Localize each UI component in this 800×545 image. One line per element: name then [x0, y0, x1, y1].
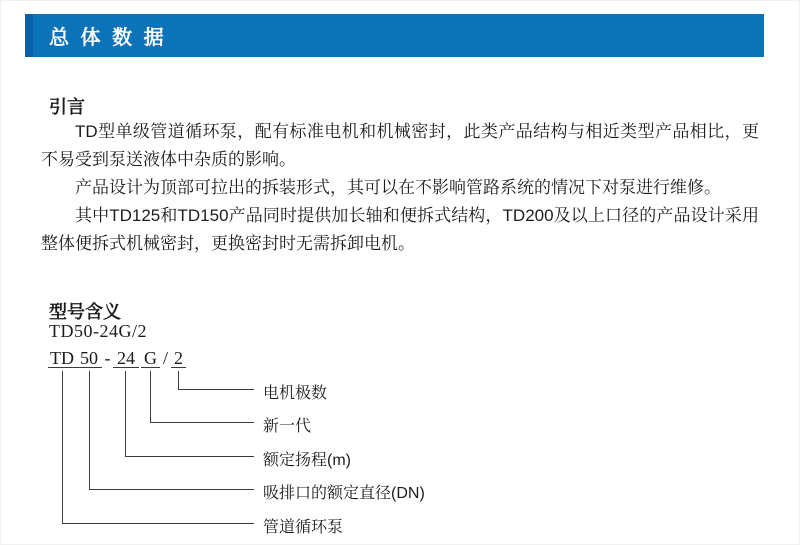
connector-hline-poles — [178, 389, 254, 390]
connector-vline-diameter — [89, 371, 90, 489]
model-token-generation: G — [141, 348, 160, 368]
connector-vline-poles — [178, 371, 179, 389]
legend-label-poles: 电机极数 — [263, 385, 328, 402]
intro-heading: 引言 — [49, 97, 85, 117]
model-token-head: 24 — [113, 348, 139, 368]
section-header-bar — [25, 14, 764, 57]
model-token-series: TD — [50, 348, 74, 368]
section-title: 总 体 数 据 — [49, 27, 167, 49]
connector-vline-head — [125, 371, 126, 456]
legend-label-diameter: 吸排口的额定直径(DN) — [263, 485, 425, 502]
connector-vline-series — [62, 371, 63, 523]
model-token-slash: / — [162, 348, 168, 368]
connector-hline-diameter — [89, 489, 254, 490]
intro-paragraph: 其中TD125和TD150产品同时提供加长轴和便拆式结构，TD200及以上口径的产品设计采用整体便拆式机械密封，更换密封时无需拆卸电机。 — [41, 206, 759, 253]
connector-hline-head — [125, 456, 254, 457]
intro-body — [41, 118, 759, 258]
legend-label-generation: 新一代 — [263, 418, 312, 435]
intro-paragraph: TD型单级管道循环泵，配有标准电机和机械密封，此类产品结构与相近类型产品相比，更不易受到泵送液体中杂质的影响。 — [41, 122, 759, 169]
model-meaning-heading: 型号含义 — [49, 302, 121, 322]
model-code: TD50-24G/2 — [49, 321, 147, 341]
model-token-diameter: 50 — [76, 348, 102, 368]
connector-hline-series — [62, 523, 254, 524]
model-token-poles: 2 — [171, 348, 186, 368]
model-token-dash: - — [104, 348, 111, 368]
connector-hline-generation — [150, 422, 254, 423]
model-breakdown-diagram — [1, 346, 800, 545]
intro-paragraph: 产品设计为顶部可拉出的拆装形式，其可以在不影响管路系统的情况下对泵进行维修。 — [75, 178, 721, 197]
legend-label-head: 额定扬程(m) — [263, 452, 351, 469]
legend-label-series: 管道循环泵 — [263, 519, 344, 536]
header-accent-strip — [25, 14, 33, 57]
connector-vline-generation — [150, 371, 151, 422]
